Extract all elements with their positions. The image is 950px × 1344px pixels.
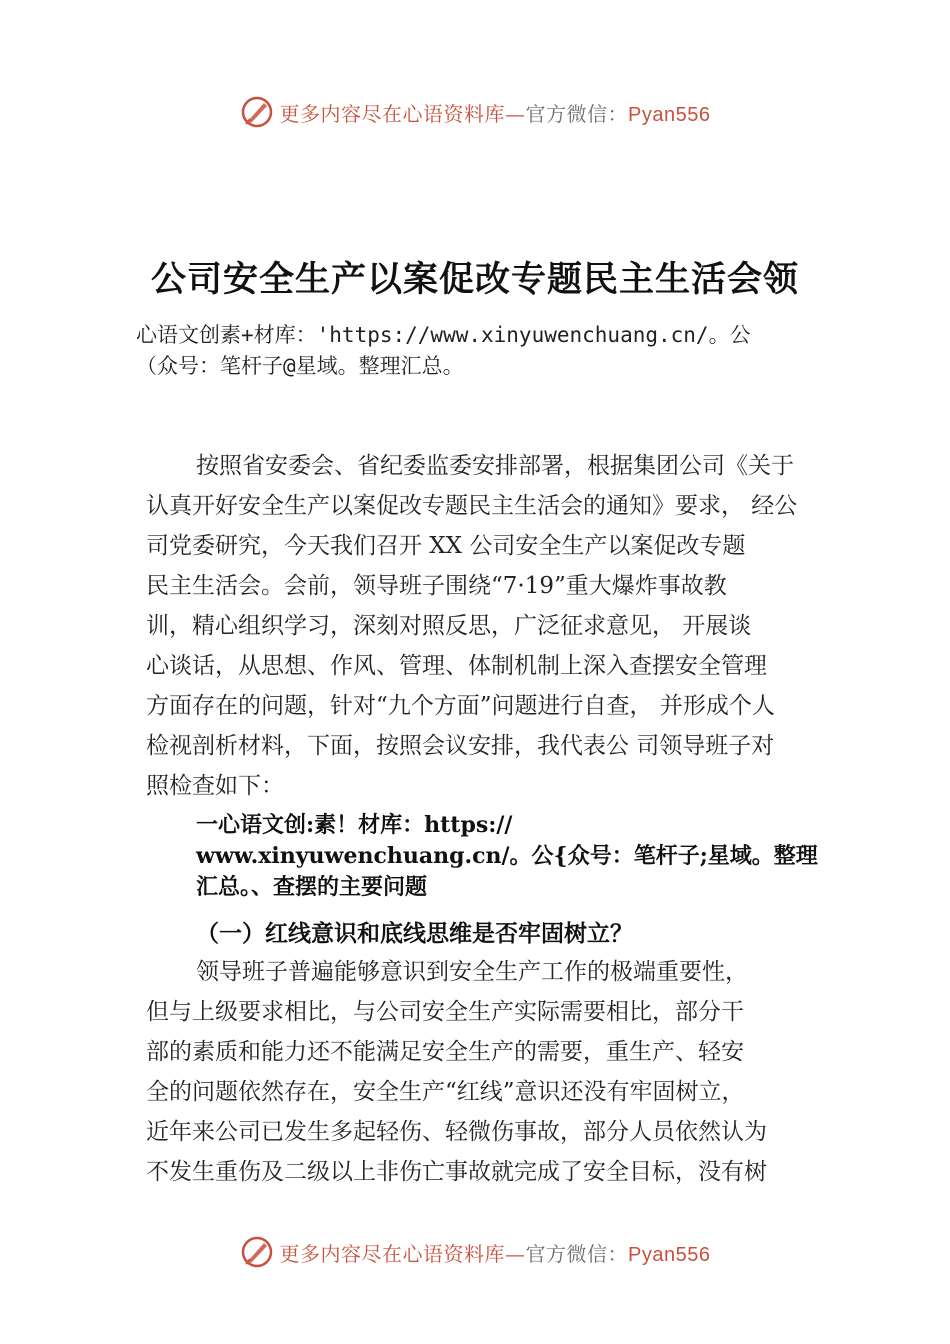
intro-paragraph (146, 446, 836, 806)
paragraph-line: 照检查如下： (146, 773, 284, 799)
banner-wechat-id: Pyan556 (628, 103, 711, 126)
source-note-line: 心语文创素+材库：'https://www.xinyuwenchuang.cn/。公 (136, 323, 751, 347)
banner-dash: — (505, 101, 526, 126)
banner-wechat-label: 官方微信： (525, 101, 629, 126)
paragraph-line: 近年来公司已发生多起轻伤、轻微伤事故，部分人员依然认为 (146, 1119, 767, 1145)
paragraph-line: 全的问题依然存在，安全生产“红线”意识还没有牢固树立， (146, 1079, 745, 1105)
quill-logo-icon (240, 1235, 274, 1269)
banner-text (280, 1238, 711, 1267)
quill-logo-icon (240, 95, 274, 129)
source-note-line: （众号：笔杆子@星域。整理汇总。 (136, 354, 464, 378)
section-heading-block (196, 810, 846, 903)
banner-wechat-id: Pyan556 (628, 1243, 711, 1266)
paragraph-line: 方面存在的问题，针对“九个方面”问题进行自查， 并形成个人 (146, 693, 775, 719)
paragraph-line: 但与上级要求相比，与公司安全生产实际需要相比，部分干 (146, 999, 744, 1025)
paragraph-line: 司党委研究，今天我们召开 XX 公司安全生产以案促改专题 (146, 533, 746, 559)
paragraph-line: 民主生活会。会前，领导班子围绕“7·19”重大爆炸事故教 (146, 573, 727, 599)
paragraph-line: 按照省安委会、省纪委监委安排部署，根据集团公司《关于 (196, 453, 794, 479)
banner-wechat-label: 官方微信： (525, 1241, 629, 1266)
paragraph-line: 认真开好安全生产以案促改专题民主生活会的通知》要求， 经公 (146, 493, 798, 519)
banner-text (280, 98, 711, 127)
footer-banner (0, 1232, 950, 1272)
paragraph-line: 领导班子普遍能够意识到安全生产工作的极端重要性， (196, 959, 748, 985)
source-note (136, 320, 836, 382)
paragraph-line: 部的素质和能力还不能满足安全生产的需要，重生产、轻安 (146, 1039, 744, 1065)
paragraph-line: 心谈话，从思想、作风、管理、体制机制上深入查摆安全管理 (146, 653, 767, 679)
banner-brand: 更多内容尽在心语资料库 (279, 101, 506, 126)
section-heading-line: 一心语文创:素！材库：https:// (196, 812, 513, 838)
header-banner (0, 92, 950, 132)
banner-brand: 更多内容尽在心语资料库 (279, 1241, 506, 1266)
document-title: 公司安全生产以案促改专题民主生活会领 (150, 259, 799, 300)
paragraph-line: 不发生重伤及二级以上非伤亡事故就完成了安全目标，没有树 (146, 1159, 767, 1185)
paragraph-line: 检视剖析材料，下面，按照会议安排，我代表公 司领导班子对 (146, 733, 775, 759)
section-heading-line: www.xinyuwenchuang.cn/。公{众号：笔杆子;星域。整理 (196, 843, 818, 869)
paragraph-line: 训，精心组织学习，深刻对照反思，广泛征求意见， 开展谈 (146, 613, 752, 639)
banner-dash: — (505, 1241, 526, 1266)
subheading: （一）红线意识和底线思维是否牢固树立？ (196, 920, 633, 947)
section-heading-line: 汇总。、查摆的主要问题 (196, 874, 428, 900)
body-paragraph (146, 952, 836, 1192)
